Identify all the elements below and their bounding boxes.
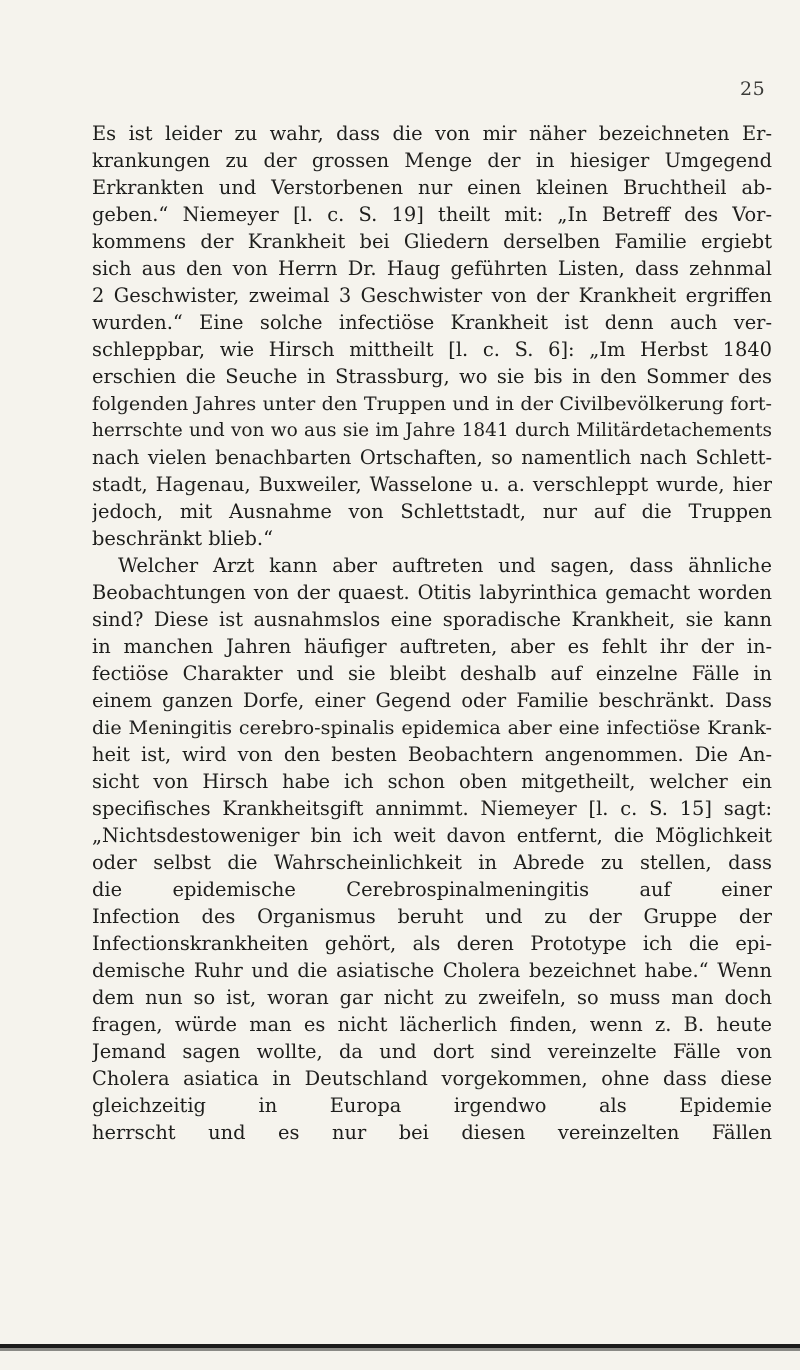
text-line: Es ist leider zu wahr, dass die von mir näher bezeichneten Er-	[92, 122, 772, 145]
text-line: wurden.“ Eine solche infectiöse Krankheit ist denn auch ver-	[92, 311, 772, 334]
text-line: specifisches Krankheitsgift annimmt. Niemeyer [l. c. S. 15] sagt:	[92, 797, 772, 820]
text-line: geben.“ Niemeyer [l. c. S. 19] theilt mit: „In Betreff des Vor-	[92, 203, 772, 226]
text-line: erschien die Seuche in Strassburg, wo sie bis in den Sommer des	[92, 365, 772, 388]
text-line: kommens der Krankheit bei Gliedern derselben Familie ergiebt	[92, 230, 772, 253]
text-line: die Meningitis cerebro-spinalis epidemica aber eine infectiöse Krank-	[92, 716, 772, 739]
body-text	[92, 120, 772, 1146]
text-line: herrscht und es nur bei diesen vereinzelten Fällen	[92, 1121, 772, 1144]
text-line: fectiöse Charakter und sie bleibt deshalb auf einzelne Fälle in	[92, 662, 772, 685]
text-line: nach vielen benachbarten Ortschaften, so namentlich nach Schlett-	[92, 446, 772, 469]
text-line: einem ganzen Dorfe, einer Gegend oder Familie beschränkt. Dass	[92, 689, 772, 712]
text-line: Infectionskrankheiten gehört, als deren Prototype ich die epi-	[92, 932, 772, 955]
text-line: Jemand sagen wollte, da und dort sind vereinzelte Fälle von	[92, 1040, 772, 1063]
text-line: schleppbar, wie Hirsch mittheilt [l. c. S. 6]: „Im Herbst 1840	[92, 338, 772, 361]
text-line: sicht von Hirsch habe ich schon oben mitgetheilt, welcher ein	[92, 770, 772, 793]
text-line: Beobachtungen von der quaest. Otitis labyrinthica gemacht worden	[92, 581, 772, 604]
text-line: heit ist, wird von den besten Beobachtern angenommen. Die An-	[92, 743, 772, 766]
text-line: demische Ruhr und die asiatische Cholera bezeichnet habe.“ Wenn	[92, 959, 772, 982]
page-number: 25	[740, 78, 766, 100]
text-line: die epidemische Cerebrospinalmeningitis auf einer	[92, 878, 772, 901]
text-line: fragen, würde man es nicht lächerlich finden, wenn z. B. heute	[92, 1013, 772, 1036]
text-line: „Nichtsdestoweniger bin ich weit davon entfernt, die Möglichkeit	[92, 824, 772, 847]
page-edge-shadow	[0, 1348, 800, 1351]
text-line: krankungen zu der grossen Menge der in hiesiger Umgegend	[92, 149, 772, 172]
text-line: Erkrankten und Verstorbenen nur einen kleinen Bruchtheil ab-	[92, 176, 772, 199]
text-line: 2 Geschwister, zweimal 3 Geschwister von der Krankheit ergriffen	[92, 284, 772, 307]
text-line: gleichzeitig in Europa irgendwo als Epidemie	[92, 1094, 772, 1117]
text-line: jedoch, mit Ausnahme von Schlettstadt, nur auf die Truppen	[92, 500, 772, 523]
text-line: Cholera asiatica in Deutschland vorgekommen, ohne dass diese	[92, 1067, 772, 1090]
text-line: Infection des Organismus beruht und zu der Gruppe der	[92, 905, 772, 928]
text-line: Welcher Arzt kann aber auftreten und sagen, dass ähnliche	[118, 554, 772, 577]
text-line: stadt, Hagenau, Buxweiler, Wasselone u. a. verschleppt wurde, hier	[92, 473, 772, 496]
text-line: folgenden Jahres unter den Truppen und in der Civilbevölkerung fort-	[92, 392, 772, 415]
text-line: herrschte und von wo aus sie im Jahre 1841 durch Militärdetachements	[92, 420, 772, 441]
text-line: oder selbst die Wahrscheinlichkeit in Abrede zu stellen, dass	[92, 851, 772, 874]
text-line: in manchen Jahren häufiger auftreten, aber es fehlt ihr der in-	[92, 635, 772, 658]
text-line: dem nun so ist, woran gar nicht zu zweifeln, so muss man doch	[92, 986, 772, 1009]
text-line: sich aus den von Herrn Dr. Haug geführten Listen, dass zehnmal	[92, 257, 772, 280]
text-line: sind? Diese ist ausnahmslos eine sporadische Krankheit, sie kann	[92, 608, 772, 631]
text-line: beschränkt blieb.“	[92, 527, 273, 550]
